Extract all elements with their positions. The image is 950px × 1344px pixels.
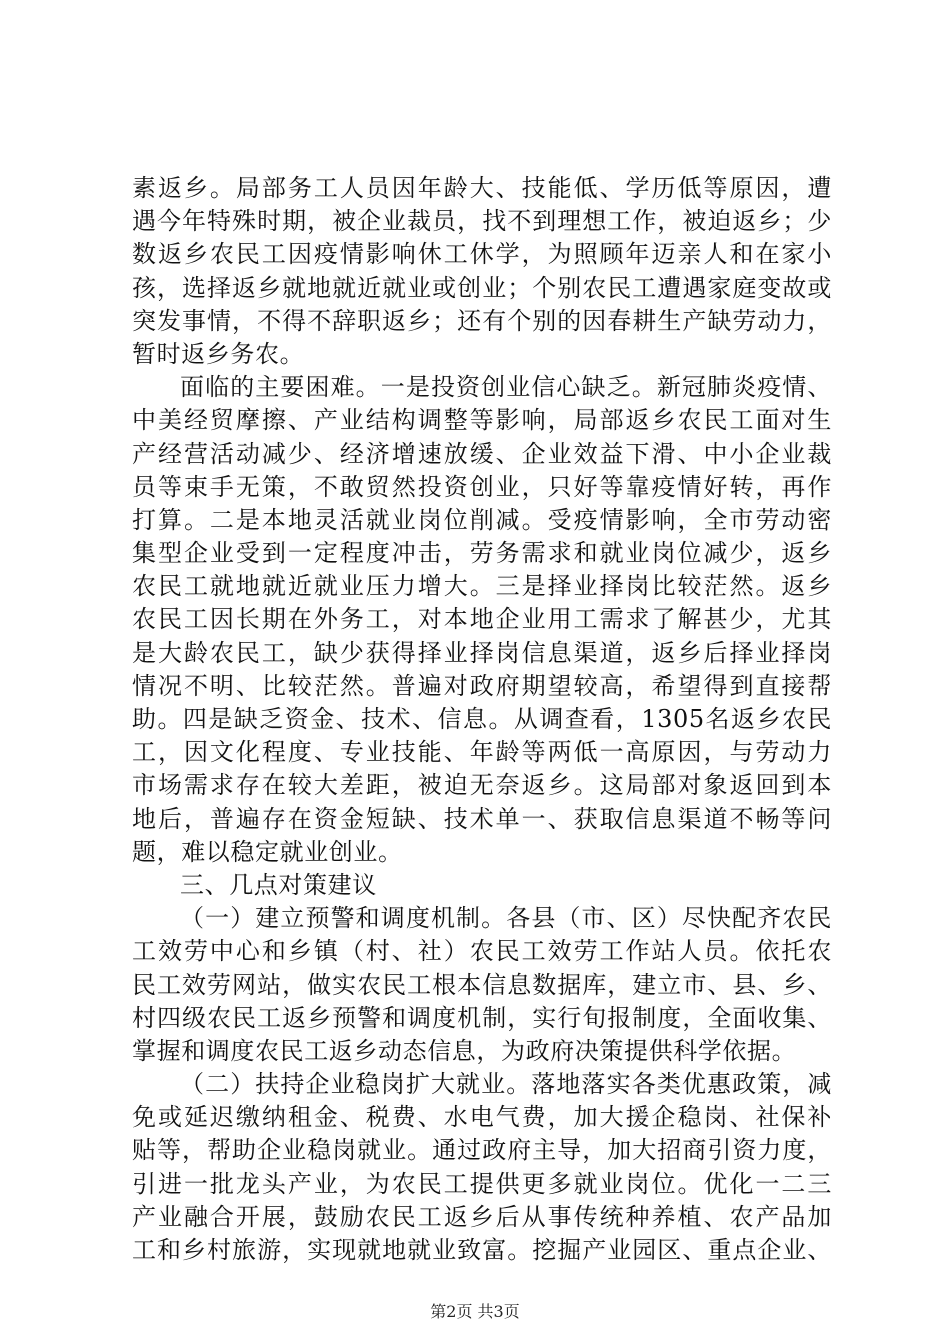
text-line: 暂时返乡务农。 bbox=[132, 339, 305, 368]
text-line: 贴等，帮助企业稳岗就业。通过政府主导，加大招商引资力度， bbox=[132, 1136, 832, 1165]
text-line: 题，难以稳定就业创业。 bbox=[132, 837, 403, 866]
text-line: 农民工就地就近就业压力增大。三是择业择岗比较茫然。返乡 bbox=[132, 572, 832, 601]
text-line: 市场需求存在较大差距，被迫无奈返乡。这局部对象返回到本 bbox=[132, 771, 832, 800]
text-line: 掌握和调度农民工返乡动态信息，为政府决策提供科学依据。 bbox=[132, 1036, 797, 1065]
text-line: 地后，普遍存在资金短缺、技术单一、获取信息渠道不畅等问 bbox=[132, 804, 832, 833]
text-line: 引进一批龙头产业，为农民工提供更多就业岗位。优化一二三 bbox=[132, 1169, 832, 1198]
text-line: 民工效劳网站，做实农民工根本信息数据库，建立市、县、乡、 bbox=[132, 970, 832, 999]
paragraph-start: 面临的主要困难。一是投资创业信心缺乏。新冠肺炎疫情、 bbox=[180, 373, 832, 402]
text-line: 助。四是缺乏资金、技术、信息。从调查看，1305名返乡农民 bbox=[132, 705, 832, 733]
text-line: 产业融合开展，鼓励农民工返乡后从事传统种养植、农产品加 bbox=[132, 1202, 832, 1231]
section-heading: 三、几点对策建议 bbox=[180, 870, 377, 899]
text-line: 农民工因长期在外务工，对本地企业用工需求了解甚少，尤其 bbox=[132, 605, 832, 634]
text-line: 工效劳中心和乡镇（村、社）农民工效劳工作站人员。依托农 bbox=[132, 937, 832, 966]
paragraph-start: （一）建立预警和调度机制。各县（市、区）尽快配齐农民 bbox=[180, 904, 832, 933]
text-line: 产经营活动减少、经济增速放缓、企业效益下滑、中小企业裁 bbox=[132, 439, 832, 468]
text-line: 情况不明、比较茫然。普遍对政府期望较高，希望得到直接帮 bbox=[132, 671, 832, 700]
text-line: 工和乡村旅游，实现就地就业致富。挖掘产业园区、重点企业、 bbox=[132, 1236, 832, 1264]
text-line: 遇今年特殊时期，被企业裁员，找不到理想工作，被迫返乡；少 bbox=[132, 207, 832, 236]
text-line: 免或延迟缴纳租金、税费、水电气费，加大援企稳岗、社保补 bbox=[132, 1103, 832, 1132]
text-line: 员等束手无策，不敢贸然投资创业，只好等靠疫情好转，再作 bbox=[132, 472, 832, 501]
text-line: 中美经贸摩擦、产业结构调整等影响，局部返乡农民工面对生 bbox=[132, 406, 832, 435]
paragraph-start: （二）扶持企业稳岗扩大就业。落地落实各类优惠政策，减 bbox=[180, 1070, 832, 1099]
page-footer: 第2页 共3页 bbox=[430, 1302, 520, 1321]
text-line: 素返乡。局部务工人员因年龄大、技能低、学历低等原因，遭 bbox=[132, 174, 832, 202]
document-body bbox=[132, 172, 832, 1267]
text-line: 工，因文化程度、专业技能、年龄等两低一高原因，与劳动力 bbox=[132, 738, 832, 767]
text-line: 数返乡农民工因疫情影响休工休学，为照顾年迈亲人和在家小 bbox=[132, 240, 832, 269]
text-line: 是大龄农民工，缺少获得择业择岗信息渠道，返乡后择业择岗 bbox=[132, 638, 832, 667]
text-line: 孩，选择返乡就地就近就业或创业；个别农民工遭遇家庭变故或 bbox=[132, 273, 832, 302]
text-line: 村四级农民工返乡预警和调度机制，实行旬报制度，全面收集、 bbox=[132, 1003, 832, 1032]
text-line: 打算。二是本地灵活就业岗位削减。受疫情影响，全市劳动密 bbox=[132, 505, 832, 534]
text-line: 突发事情，不得不辞职返乡；还有个别的因春耕生产缺劳动力， bbox=[132, 306, 832, 335]
text-line: 集型企业受到一定程度冲击，劳务需求和就业岗位减少，返乡 bbox=[132, 539, 832, 568]
